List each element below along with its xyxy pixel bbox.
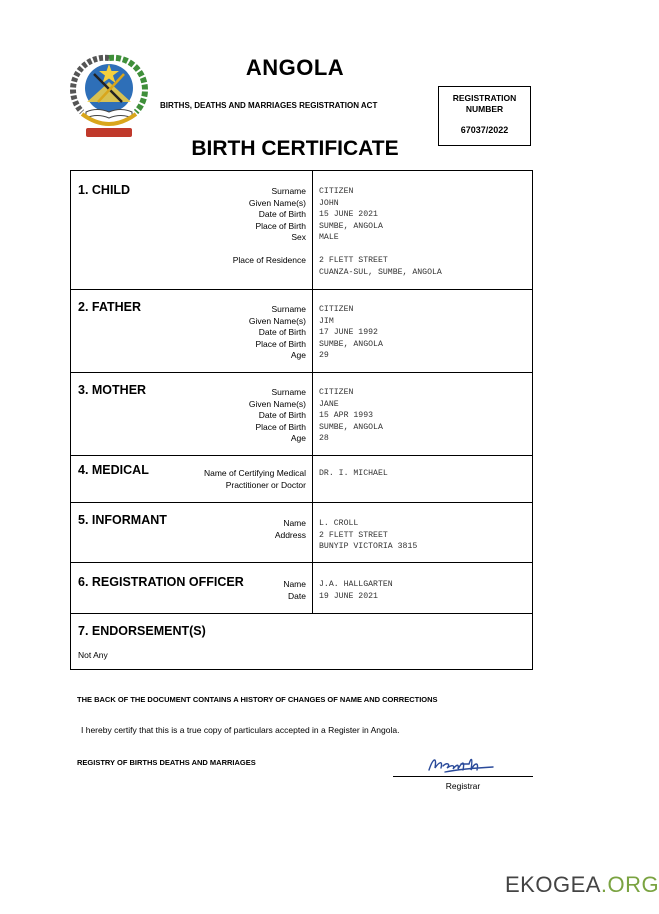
field-value: CITIZEN bbox=[319, 388, 354, 397]
informant-values bbox=[319, 518, 417, 553]
field-label: Place of Birth bbox=[255, 220, 306, 231]
registration-number-label: REGISTRATION NUMBER bbox=[452, 93, 517, 114]
field-label: Date of Birth bbox=[258, 209, 306, 220]
column-divider bbox=[312, 171, 313, 613]
father-values bbox=[319, 304, 383, 362]
watermark bbox=[505, 872, 659, 898]
child-labels bbox=[249, 186, 306, 244]
certificate-form bbox=[70, 170, 533, 670]
officer-labels bbox=[283, 579, 306, 602]
field-label: Name of Certifying Medical bbox=[203, 468, 306, 478]
country-title: ANGOLA bbox=[245, 55, 345, 80]
field-value: JOHN bbox=[319, 198, 339, 208]
father-labels bbox=[249, 304, 306, 362]
field-value: JIM bbox=[319, 316, 334, 326]
field-label: Place of Birth bbox=[255, 421, 306, 432]
section-title-endorsement: 7. ENDORSEMENT(S) bbox=[78, 624, 206, 638]
field-value: CUANZA-SUL, SUMBE, ANGOLA bbox=[319, 267, 442, 277]
field-value: 2 FLETT STREET bbox=[319, 530, 388, 540]
row-divider bbox=[71, 613, 532, 614]
medical-labels bbox=[204, 468, 306, 491]
section-title-officer: 6. REGISTRATION OFFICER bbox=[78, 575, 244, 589]
field-label: Name bbox=[283, 518, 306, 528]
section-title-father: 2. FATHER bbox=[78, 300, 141, 314]
field-value: SUMBE, ANGOLA bbox=[319, 422, 383, 432]
field-label: Date of Birth bbox=[258, 327, 306, 338]
field-label: Given Name(s) bbox=[248, 197, 306, 208]
field-value: 15 JUNE 2021 bbox=[319, 210, 378, 220]
field-label: Address bbox=[274, 529, 306, 540]
field-label: Date of Birth bbox=[258, 410, 306, 421]
angola-coat-of-arms-icon bbox=[72, 52, 146, 142]
field-value: CITIZEN bbox=[319, 305, 354, 314]
registration-number: 67037/2022 bbox=[460, 125, 509, 135]
registration-number-box bbox=[438, 86, 531, 146]
field-label: Name bbox=[283, 579, 306, 589]
field-label: Surname bbox=[271, 186, 306, 196]
section-title-medical: 4. MEDICAL bbox=[78, 463, 149, 477]
field-value: 17 JUNE 1992 bbox=[319, 328, 378, 338]
mother-labels bbox=[249, 387, 306, 445]
field-label: Place of Birth bbox=[255, 338, 306, 349]
registrar-signature bbox=[425, 752, 500, 776]
informant-labels bbox=[275, 518, 306, 541]
document-title: BIRTH CERTIFICATE bbox=[191, 137, 399, 160]
medical-values bbox=[319, 468, 388, 480]
field-value: DR. I. MICHAEL bbox=[319, 469, 388, 478]
field-value: JANE bbox=[319, 399, 339, 409]
child-values bbox=[319, 186, 383, 244]
section-title-child: 1. CHILD bbox=[78, 183, 131, 197]
field-value: 28 bbox=[319, 434, 329, 444]
field-value: SUMBE, ANGOLA bbox=[319, 339, 383, 349]
field-label: Age bbox=[290, 433, 306, 444]
field-value: 29 bbox=[319, 351, 329, 361]
field-label: Surname bbox=[271, 387, 306, 397]
registrar-label: Registrar bbox=[445, 781, 481, 791]
row-divider bbox=[71, 455, 532, 456]
field-value: 15 APR 1993 bbox=[319, 411, 374, 421]
back-of-document-note: THE BACK OF THE DOCUMENT CONTAINS A HISTORY OF CHANGES OF NAME AND CORRECTIONS bbox=[77, 695, 438, 704]
section-title-informant: 5. INFORMANT bbox=[78, 513, 167, 527]
field-value: 19 JUNE 2021 bbox=[319, 591, 378, 601]
endorsement-value: Not Any bbox=[78, 650, 108, 660]
officer-values bbox=[319, 579, 393, 602]
field-label: Sex bbox=[291, 232, 306, 243]
child-residence-label bbox=[233, 255, 306, 267]
row-divider bbox=[71, 372, 532, 373]
field-label: Place of Residence bbox=[232, 255, 306, 265]
watermark-main: EKOGEA bbox=[505, 872, 601, 897]
row-divider bbox=[71, 562, 532, 563]
field-label: Age bbox=[290, 350, 306, 361]
registration-act: BIRTHS, DEATHS AND MARRIAGES REGISTRATION ACT bbox=[160, 101, 378, 110]
mother-values bbox=[319, 387, 383, 445]
field-value: 2 FLETT STREET bbox=[319, 256, 388, 265]
field-value: L. CROLL bbox=[319, 519, 359, 528]
section-title-mother: 3. MOTHER bbox=[78, 383, 147, 397]
field-label: Date bbox=[288, 590, 306, 601]
certification-statement: I hereby certify that this is a true copy of particulars accepted in a Register in Angola. bbox=[81, 725, 400, 735]
registry-name: REGISTRY OF BIRTHS DEATHS AND MARRIAGES bbox=[77, 758, 256, 767]
row-divider bbox=[71, 502, 532, 503]
field-value: CITIZEN bbox=[319, 187, 354, 196]
row-divider bbox=[71, 289, 532, 290]
field-label: Given Name(s) bbox=[248, 315, 306, 326]
field-value: BUNYIP VICTORIA 3815 bbox=[319, 542, 418, 552]
field-value: J.A. HALLGARTEN bbox=[319, 580, 393, 589]
field-value: MALE bbox=[319, 233, 339, 243]
signature-line bbox=[393, 776, 533, 777]
watermark-suffix: .ORG bbox=[600, 872, 659, 897]
field-label: Surname bbox=[271, 304, 306, 314]
field-label: Practitioner or Doctor bbox=[225, 479, 306, 490]
field-value: SUMBE, ANGOLA bbox=[319, 221, 383, 231]
field-label: Given Name(s) bbox=[248, 398, 306, 409]
child-residence-values bbox=[319, 255, 442, 278]
